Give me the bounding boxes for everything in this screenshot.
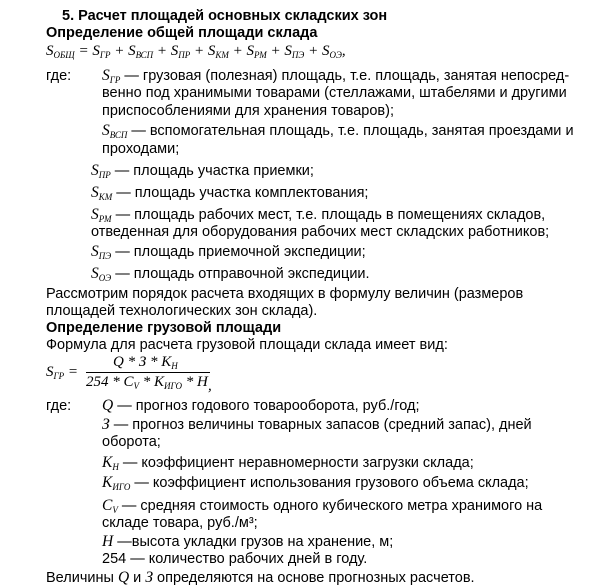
def-z: З — прогноз величины товарных запасов (средний запас), дней (102, 416, 532, 433)
section-heading: 5. Расчет площадей основных складских зон (62, 8, 388, 24)
def-s-rm-line2: отведенная для оборудования рабочих мест складских работников; (91, 224, 550, 240)
def-s-gr-line2: венно под хранимыми товарами (стеллажами, штабелями и другими (102, 85, 567, 101)
def-s-vsp: $S_{ВСП}$ — вспомогательная площадь, т.е. площадь, занятая проездами и (102, 122, 574, 140)
formula-cargo-area-numerator: Q * З * $K_Н$ (113, 354, 178, 371)
formula-cargo-area-end: , (208, 378, 212, 394)
formula2-intro: Формула для расчета грузовой площади склада имеет вид: (46, 337, 448, 353)
def-kn: $K_Н$ — коэффициент неравномерности загрузки склада; (102, 454, 474, 472)
def-cv-line2: складе товара, руб./м³; (102, 515, 258, 531)
formula-cargo-area-lhs: $S_{ГР}$ = (46, 364, 78, 381)
def-s-pe: $S_{ПЭ}$ — площадь приемочной экспедиции; (91, 243, 366, 261)
def-h: H —высота укладки грузов на хранение, м; (102, 533, 394, 550)
where-label: где: (46, 68, 72, 84)
formula-cargo-area-denominator: $254 * C_V * K_{ИГО}$ * H (86, 374, 208, 391)
def-s-oe: $S_{ОЭ}$ — площадь отправочной экспедиции. (91, 265, 370, 283)
formula-fraction-bar (86, 372, 210, 373)
subheading-cargo-area: Определение грузовой площади (46, 320, 282, 336)
def-s-rm: $S_{РМ}$ — площадь рабочих мест, т.е. площадь в помещениях складов, (91, 206, 546, 224)
def-s-pr: $S_{ПР}$ — площадь участка приемки; (91, 162, 314, 180)
subheading-total-area: Определение общей площади склада (46, 25, 318, 41)
def-254: 254 — количество рабочих дней в году. (102, 551, 368, 567)
where-label-2: где: (46, 398, 72, 414)
paragraph-1-line1: Рассмотрим порядок расчета входящих в формулу величин (размеров (46, 286, 524, 302)
def-s-vsp-line2: проходами; (102, 141, 180, 157)
paragraph-1-line2: площадей технологических зон склада). (46, 303, 318, 319)
def-s-gr: $S_{ГР}$ — грузовая (полезная) площадь, т.е. площадь, занятая непосред- (102, 67, 570, 85)
def-s-gr-line3: приспособлениями для хранения товаров); (102, 103, 394, 119)
def-cv: $C_V$ — средняя стоимость одного кубического метра хранимого на (102, 497, 543, 515)
final-sentence: Величины Q и З определяются на основе прогнозных расчетов. (46, 569, 475, 586)
def-kigo: $K_{ИГО}$ — коэффициент использования грузового объема склада; (102, 474, 529, 492)
def-z-line2: оборота; (102, 434, 161, 450)
def-s-km: $S_{КМ}$ — площадь участка комплектования; (91, 184, 369, 202)
formula-total-area: $S_{ОБЩ} = S_{ГР} + S_{ВСП} + S_{ПР} + S_{КМ} + S_{РМ} + S_{ПЭ} + S_{ОЭ}$, (46, 43, 346, 60)
def-q: Q — прогноз годового товарооборота, руб./год; (102, 397, 420, 414)
